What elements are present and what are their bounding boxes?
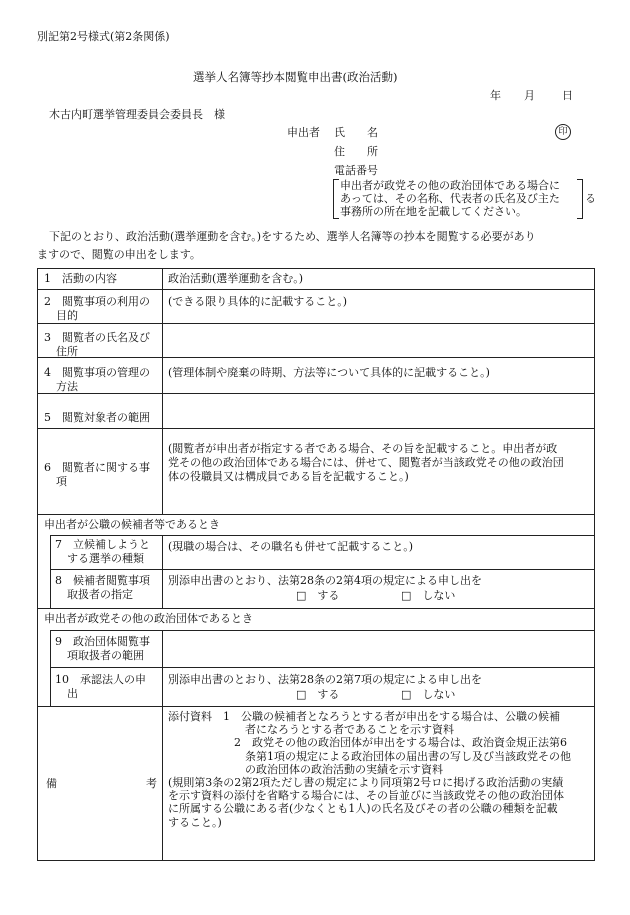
addressee: 木古内町選挙管理委員会委員長 様: [49, 108, 225, 121]
row-3-field[interactable]: [168, 331, 588, 353]
row-9-field[interactable]: [168, 635, 588, 663]
row-9-label: 9 政治団体閲覧事 項取扱者の範囲: [55, 635, 150, 662]
row-2-label: 2 閲覧事項の利用の 目的: [44, 295, 150, 322]
row-4-label: 4 閲覧事項の管理の 方法: [44, 366, 150, 393]
date-month: 月: [524, 89, 535, 102]
row-10-yes-checkbox[interactable]: □ する: [296, 688, 340, 701]
row-4-content: (管理体制や廃棄の時期、方法等について具体的に記載すること。): [168, 366, 490, 379]
row-8-no-checkbox[interactable]: □ しない: [401, 589, 456, 602]
row-7-content: (現職の場合は、その職名も併せて記載すること。): [168, 540, 414, 553]
date-year: 年: [490, 89, 501, 102]
row-8-label: 8 候補者閲覧事項 取扱者の指定: [55, 574, 150, 601]
note-tail: る: [585, 192, 596, 205]
row-10-label: 10 承認法人の申 出: [55, 673, 146, 700]
name-label: 氏 名: [334, 126, 378, 139]
remarks-label-left: 備: [46, 777, 57, 790]
note-bracket-right: [577, 179, 583, 219]
row-3-label: 3 閲覧者の氏名及び 住所: [44, 331, 150, 358]
applicant-note: 申出者が政党その他の政治団体である場合に あっては、その名称、代表者の氏名及び主た 事務所の所在地を記載してください。: [340, 179, 560, 218]
row-10-content: 別添申出書のとおり、法第28条の2第7項の規定による申し出を: [168, 673, 482, 686]
document-title: 選挙人名簿等抄本閲覧申出書(政治活動): [193, 70, 398, 84]
row-5-field[interactable]: [168, 399, 588, 423]
row-10-no-checkbox[interactable]: □ しない: [401, 688, 456, 701]
form-id: 別記第2号様式(第2条関係): [37, 30, 170, 43]
party-section-header: 申出者が政党その他の政治団体であるとき: [44, 612, 253, 625]
intro-line-1: 下記のとおり、政治活動(選挙運動を含む。)をするため、選挙人名簿等の抄本を閲覧する必要があり: [49, 230, 536, 243]
row-5-label: 5 閲覧対象者の範囲: [44, 411, 150, 424]
row-8-yes-checkbox[interactable]: □ する: [296, 589, 340, 602]
seal-icon: 印: [555, 124, 571, 140]
row-1-label: 1 活動の内容: [44, 272, 117, 285]
intro-line-2: ますので、閲覧の申出をします。: [37, 248, 201, 261]
application-form-table: [37, 268, 595, 861]
phone-label: 電話番号: [334, 164, 378, 177]
row-7-label: 7 立候補しようと する選挙の種類: [55, 538, 150, 565]
row-2-content: (できる限り具体的に記載すること。): [168, 295, 348, 308]
candidate-section-header: 申出者が公職の候補者等であるとき: [44, 518, 220, 531]
remarks-content: 添付資料 1 公職の候補者となろうとする者が申出をする場合は、公職の候補 者になろうとする者であることを示す資料 2 政党その他の政治団体が申出をする場合は、政治資金規正法第6 条第1項の規定による政治団体の届出書の写し及び当該政党その他 の政治団体の政治活動の実績を示す資料 (規則第3条の2第2項ただし書の規定により同項第2号ロに掲げる政治活動の実績 を示す資料の添付を省略する場合には、その旨並びに当該政党その他の政治団体 に所属する公職にある者(少なくとも1人)の氏名及びその者の公職の種類を記載 すること。): [168, 710, 571, 829]
row-6-content: (閲覧者が申出者が指定する者である場合、その旨を記載すること。申出者が政 党その他の政治団体である場合には、併せて、閲覧者が当該政党その他の政治団 体の役職員又は構成員である旨を記載すること。): [168, 442, 564, 483]
note-bracket-left: [333, 179, 339, 219]
address-label: 住 所: [334, 145, 378, 158]
applicant-role: 申出者: [287, 126, 320, 139]
row-1-content: 政治活動(選挙運動を含む。): [168, 272, 304, 285]
date-day: 日: [562, 89, 573, 102]
row-8-content: 別添申出書のとおり、法第28条の2第4項の規定による申し出を: [168, 574, 482, 587]
remarks-label-right: 考: [146, 777, 157, 790]
row-6-label: 6 閲覧者に関する事 項: [44, 461, 150, 488]
